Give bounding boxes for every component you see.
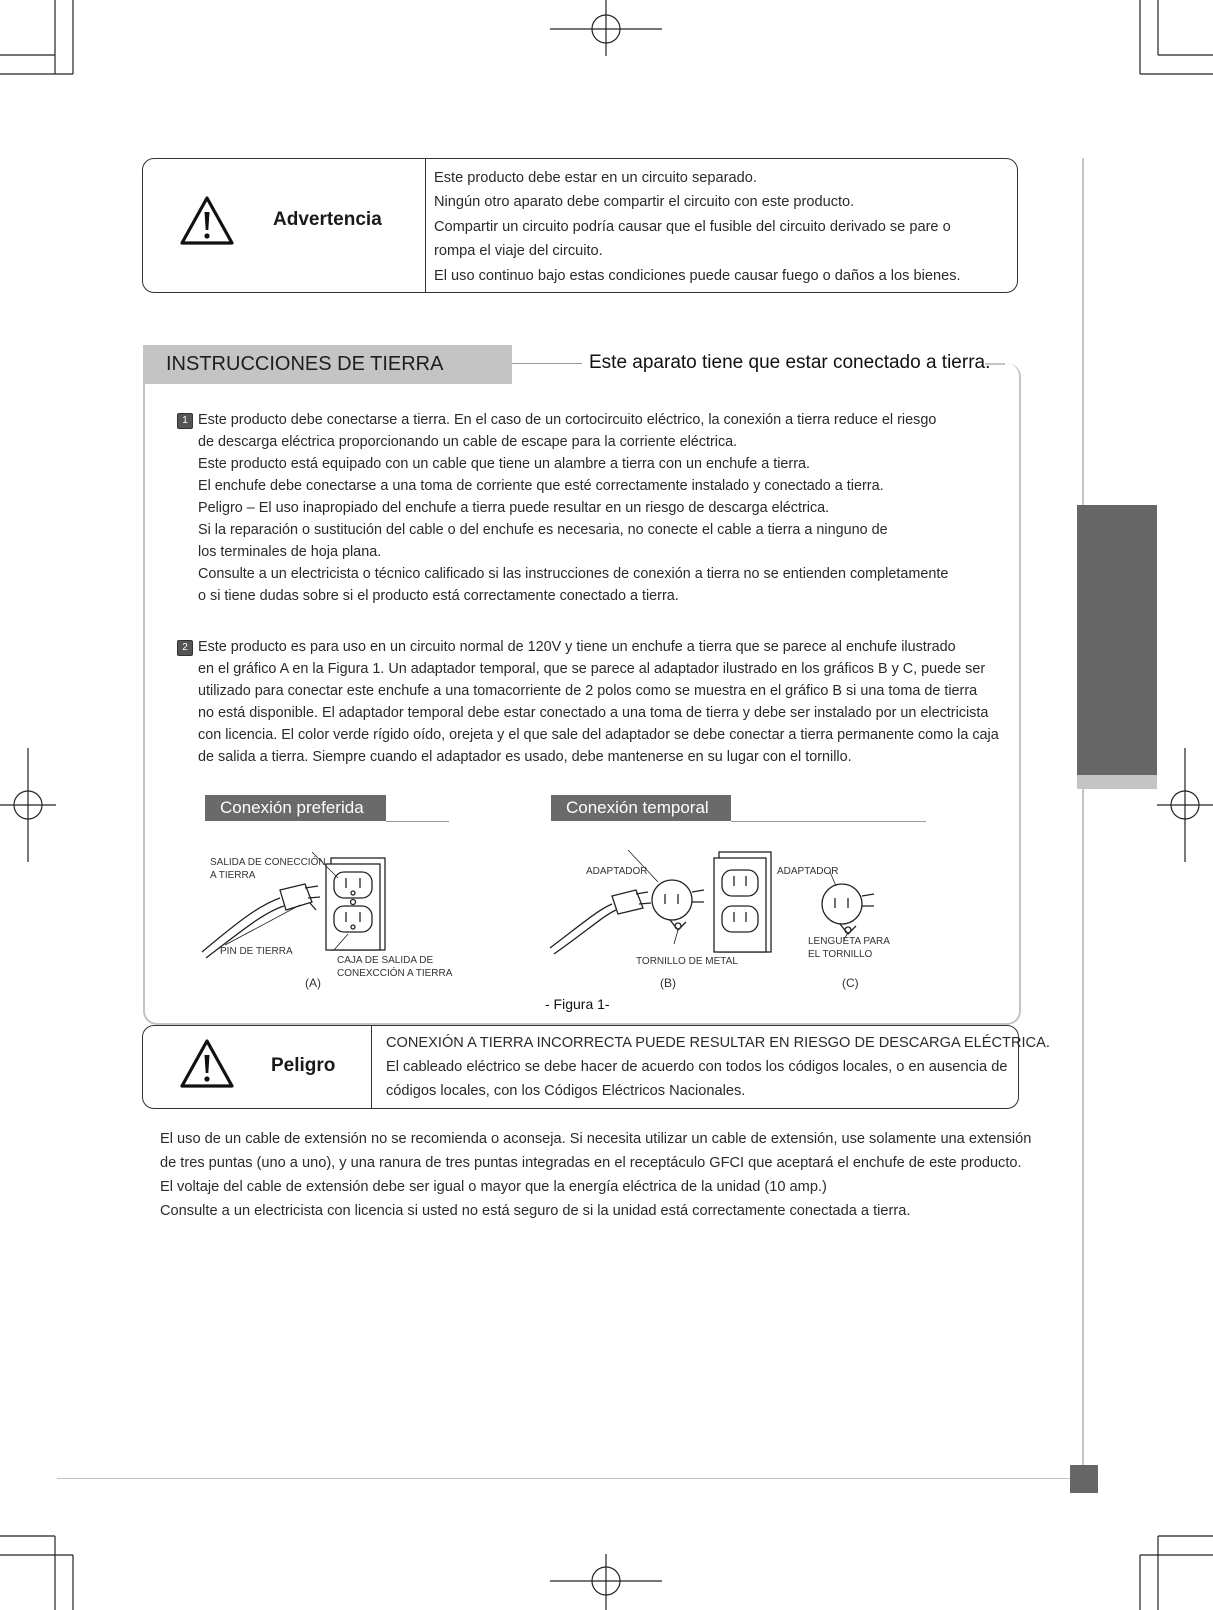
warning-box xyxy=(142,158,1018,293)
page-marker xyxy=(1070,1465,1098,1493)
figure-caption-c: (C) xyxy=(842,976,859,990)
item-number-badge: 1 xyxy=(177,413,193,429)
warning-title: Advertencia xyxy=(273,209,382,230)
section-rule xyxy=(512,363,582,364)
danger-box xyxy=(142,1025,1050,1109)
paragraph-line: en el gráfico A en la Figura 1. Un adaptador temporal, que se parece al adaptador ilustrado en los gráficos B y C, puede ser xyxy=(198,661,986,677)
danger-title: Peligro xyxy=(271,1055,336,1076)
danger-line: códigos locales, con los Códigos Eléctricos Nacionales. xyxy=(386,1083,746,1099)
warning-line: rompa el viaje del circuito. xyxy=(434,243,603,260)
footer-rule xyxy=(57,1478,1070,1479)
paragraph-line: o si tiene dudas sobre si el producto está correctamente conectado a tierra. xyxy=(198,588,679,604)
section-subtitle: Este aparato tiene que estar conectado a tierra. xyxy=(589,352,991,373)
instruction-item-2 xyxy=(198,636,999,768)
paragraph-line: los terminales de hoja plana. xyxy=(198,544,382,560)
danger-line: El cableado eléctrico se debe hacer de acuerdo con todos los códigos locales, o en ausencia de xyxy=(386,1059,1008,1075)
screw-tab-label: LENGUETA PARA EL TORNILLO xyxy=(808,936,890,960)
danger-triangle-icon xyxy=(179,1038,235,1090)
paragraph-line: El enchufe debe conectarse a una toma de corriente que esté correctamente instalado y conectado a tierra. xyxy=(198,478,884,494)
paragraph-line: Consulte a un electricista con licencia si usted no está seguro de si la unidad está correctamente conectada a tierra. xyxy=(160,1203,911,1219)
paragraph-line: no está disponible. El adaptador temporal debe estar conectado a una toma de tierra y debe ser instalado por un electricista xyxy=(198,705,989,721)
warning-text xyxy=(434,166,961,288)
margin-rule xyxy=(1082,158,1084,1478)
temporary-adapter-illustration xyxy=(548,848,778,960)
ground-box-label: CAJA DE SALIDA DE CONEXCCIÓN A TIERRA xyxy=(337,955,453,979)
paragraph-line: de tres puntas (uno a uno), y una ranura de tres puntas integradas en el receptáculo GFCI que aceptará el enchufe de este producto. xyxy=(160,1155,1022,1171)
paragraph-line: Si la reparación o sustitución del cable o del enchufe es necesaria, no conecte el cable a tierra a ninguno de xyxy=(198,522,888,538)
preferred-connection-label: Conexión preferida xyxy=(205,795,386,821)
figure-rule xyxy=(386,821,449,822)
ground-pin-label: PIN DE TIERRA xyxy=(220,946,293,957)
adapter-tab-illustration xyxy=(800,870,900,940)
paragraph-line: de descarga eléctrica proporcionando un cable de escape para la corriente eléctrica. xyxy=(198,434,738,450)
paragraph-line: de salida a tierra. Siempre cuando el adaptador es usado, debe mantenerse en su lugar con el tornillo. xyxy=(198,749,852,765)
figure-caption-a: (A) xyxy=(305,976,321,990)
chapter-tab-accent xyxy=(1077,775,1157,789)
chapter-tab xyxy=(1077,505,1157,775)
paragraph-line: Este producto debe conectarse a tierra. En el caso de un cortocircuito eléctrico, la conexión a tierra reduce el riesgo xyxy=(198,412,937,428)
warning-line: El uso continuo bajo estas condiciones puede causar fuego o daños a los bienes. xyxy=(434,267,961,284)
temporary-connection-label: Conexión temporal xyxy=(551,795,731,821)
adapter-label: ADAPTADOR xyxy=(586,866,648,877)
figure-caption-b: (B) xyxy=(660,976,676,990)
metal-screw-label: TORNILLO DE METAL xyxy=(636,956,738,967)
danger-line: CONEXIÓN A TIERRA INCORRECTA PUEDE RESULTAR EN RIESGO DE DESCARGA ELÉCTRICA. xyxy=(386,1035,1050,1051)
warning-line: Ningún otro aparato debe compartir el circuito con este producto. xyxy=(434,194,855,211)
paragraph-line: con licencia. El color verde rígido oído, orejeta y el que sale del adaptador se debe conectar a tierra permanente como la caja xyxy=(198,727,999,743)
danger-divider xyxy=(371,1026,372,1108)
paragraph-line: Peligro – El uso inapropiado del enchufe a tierra puede resultar en un riesgo de descarga eléctrica. xyxy=(198,500,830,516)
section-title: INSTRUCCIONES DE TIERRA xyxy=(166,353,444,375)
paragraph-line: El uso de un cable de extensión no se recomienda o aconseja. Si necesita utilizar un cable de extensión, use solamente una extensión xyxy=(160,1131,1032,1147)
paragraph-line: El voltaje del cable de extensión debe ser igual o mayor que la energía eléctrica de la unidad (10 amp.) xyxy=(160,1179,827,1195)
warning-triangle-icon xyxy=(179,195,235,247)
figure-title: - Figura 1- xyxy=(545,996,610,1012)
instruction-item-1 xyxy=(198,409,948,607)
section-header xyxy=(143,345,512,384)
warning-divider xyxy=(425,159,426,292)
paragraph-line: Consulte a un electricista o técnico calificado si las instrucciones de conexión a tierra no se entienden completamente xyxy=(198,566,949,582)
item-number-badge: 2 xyxy=(177,640,193,656)
paragraph-line: Este producto es para uso en un circuito normal de 120V y tiene un enchufe a tierra que se parece al enchufe ilustrado xyxy=(198,639,956,655)
paragraph-line: utilizado para conectar este enchufe a una tomacorriente de 2 polos como se muestra en el gráfico B si una toma de tierra xyxy=(198,683,978,699)
adapter-label-c: ADAPTADOR xyxy=(777,866,839,877)
extension-cord-notice xyxy=(160,1127,1031,1223)
paragraph-line: Este producto está equipado con un cable que tiene un alambre a tierra con un enchufe a tierra. xyxy=(198,456,811,472)
figure-rule xyxy=(731,821,926,822)
warning-line: Este producto debe estar en un circuito separado. xyxy=(434,170,757,186)
danger-text xyxy=(386,1031,1050,1103)
outlet-label: SALIDA DE CONECCIÓN A TIERRA xyxy=(210,857,326,881)
warning-line: Compartir un circuito podría causar que el fusible del circuito derivado se pare o xyxy=(434,218,951,235)
